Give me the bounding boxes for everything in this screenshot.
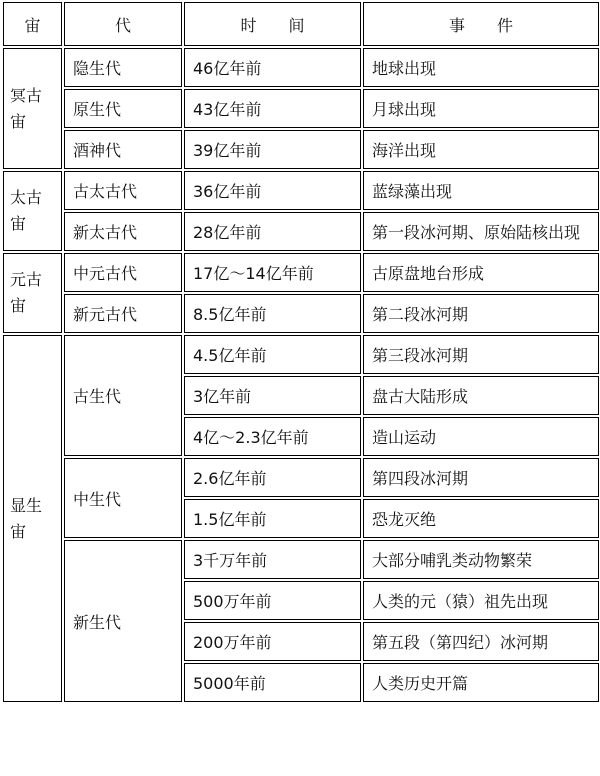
time-cell: 28亿年前 xyxy=(184,212,361,251)
event-cell: 第二段冰河期 xyxy=(363,294,599,333)
event-cell: 大部分哺乳类动物繁荣 xyxy=(363,540,599,579)
event-cell: 第四段冰河期 xyxy=(363,458,599,497)
event-cell: 人类的元（猿）祖先出现 xyxy=(363,581,599,620)
table-row xyxy=(3,212,599,251)
time-cell: 8.5亿年前 xyxy=(184,294,361,333)
time-cell: 39亿年前 xyxy=(184,130,361,169)
geologic-time-table xyxy=(1,0,600,704)
era-cell: 中元古代 xyxy=(64,253,182,292)
time-cell: 4亿～2.3亿年前 xyxy=(184,417,361,456)
era-cell: 酒神代 xyxy=(64,130,182,169)
table-row xyxy=(3,458,599,497)
table-row xyxy=(3,89,599,128)
era-cell: 新生代 xyxy=(64,540,182,702)
table-row xyxy=(3,294,599,333)
time-cell: 2.6亿年前 xyxy=(184,458,361,497)
header-event: 事 件 xyxy=(363,2,599,46)
eon-cell: 冥古宙 xyxy=(3,48,62,169)
time-cell: 4.5亿年前 xyxy=(184,335,361,374)
event-cell: 蓝绿藻出现 xyxy=(363,171,599,210)
era-cell: 原生代 xyxy=(64,89,182,128)
event-cell: 海洋出现 xyxy=(363,130,599,169)
table-row xyxy=(3,171,599,210)
eon-cell: 元古宙 xyxy=(3,253,62,333)
event-cell: 地球出现 xyxy=(363,48,599,87)
era-cell: 新太古代 xyxy=(64,212,182,251)
event-cell: 月球出现 xyxy=(363,89,599,128)
event-cell: 古原盘地台形成 xyxy=(363,253,599,292)
event-cell: 人类历史开篇 xyxy=(363,663,599,702)
era-cell: 中生代 xyxy=(64,458,182,538)
time-cell: 3千万年前 xyxy=(184,540,361,579)
era-cell: 新元古代 xyxy=(64,294,182,333)
eon-cell: 太古宙 xyxy=(3,171,62,251)
time-cell: 1.5亿年前 xyxy=(184,499,361,538)
table-row xyxy=(3,253,599,292)
time-cell: 36亿年前 xyxy=(184,171,361,210)
table-row xyxy=(3,335,599,374)
eon-cell: 显生宙 xyxy=(3,335,62,702)
era-cell: 隐生代 xyxy=(64,48,182,87)
time-cell: 17亿～14亿年前 xyxy=(184,253,361,292)
table-row xyxy=(3,48,599,87)
time-cell: 5000年前 xyxy=(184,663,361,702)
time-cell: 43亿年前 xyxy=(184,89,361,128)
time-cell: 200万年前 xyxy=(184,622,361,661)
era-cell: 古生代 xyxy=(64,335,182,456)
event-cell: 第一段冰河期、原始陆核出现 xyxy=(363,212,599,251)
header-era: 代 xyxy=(64,2,182,46)
event-cell: 恐龙灭绝 xyxy=(363,499,599,538)
event-cell: 造山运动 xyxy=(363,417,599,456)
time-cell: 46亿年前 xyxy=(184,48,361,87)
header-time: 时 间 xyxy=(184,2,361,46)
time-cell: 500万年前 xyxy=(184,581,361,620)
event-cell: 第三段冰河期 xyxy=(363,335,599,374)
event-cell: 盘古大陆形成 xyxy=(363,376,599,415)
table-row xyxy=(3,540,599,579)
table-row xyxy=(3,130,599,169)
era-cell: 古太古代 xyxy=(64,171,182,210)
event-cell: 第五段（第四纪）冰河期 xyxy=(363,622,599,661)
time-cell: 3亿年前 xyxy=(184,376,361,415)
header-eon: 宙 xyxy=(3,2,62,46)
header-row xyxy=(3,2,599,46)
